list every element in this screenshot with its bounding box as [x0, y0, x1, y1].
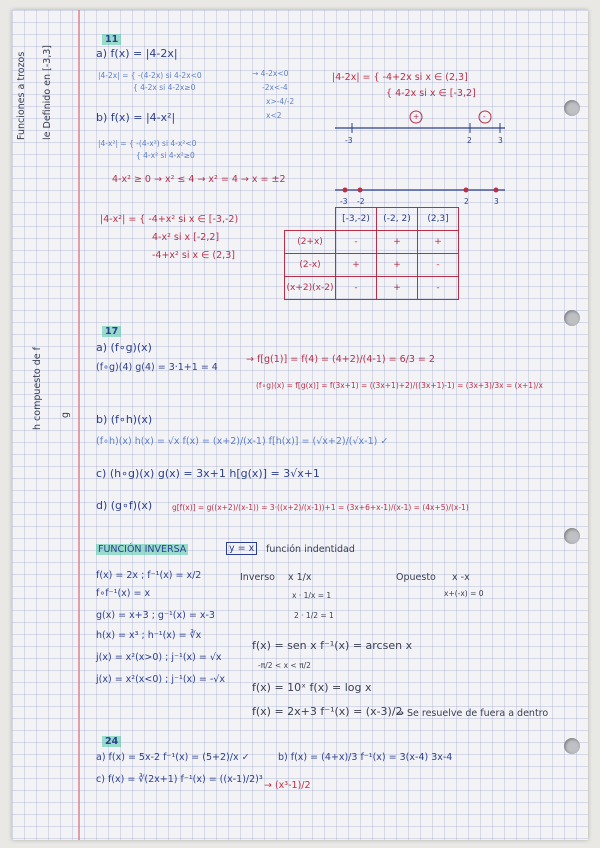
- inverse-example: g(x) = x+3 ; g⁻¹(x) = x-3: [96, 610, 215, 621]
- ex11-a-work: x<2: [266, 111, 282, 120]
- margin-note: g: [60, 411, 71, 418]
- inverso-example: x 1/x: [288, 572, 312, 583]
- margin-note: le Definido en [-3,3]: [42, 44, 53, 140]
- ex17-b-title: b) (f∘h)(x): [96, 413, 153, 426]
- number-line-label: -2: [357, 197, 365, 206]
- ex11-b-def: |4-x²| = { -(4-x²) si 4-x²<0: [98, 139, 197, 148]
- exercise-number: 11: [102, 34, 121, 45]
- identity-label: función indentidad: [266, 544, 355, 555]
- ex17-d-title: d) (g∘f)(x): [96, 499, 153, 512]
- ex17-c-line: c) (h∘g)(x) g(x) = 3x+1 h[g(x)] = 3√x+1: [96, 467, 320, 480]
- inverse-note: → Se resuelve de fuera a dentro: [396, 708, 549, 719]
- ex11-a-work: -2x<-4: [262, 83, 288, 92]
- number-line-label: 3: [498, 136, 503, 145]
- inverse-exp: f(x) = 10ˣ f(x) = log x: [252, 681, 372, 694]
- ex11-a-title: a) f(x) = |4-2x|: [96, 47, 178, 60]
- sign-cell: +: [377, 277, 418, 300]
- sign-table-header: [-3,-2): [336, 208, 377, 231]
- identity-box: y = x: [226, 542, 257, 555]
- margin-note: h compuesto de f: [32, 347, 43, 430]
- binder-hole: [564, 100, 580, 116]
- sign-mark: +: [413, 112, 420, 121]
- sign-table-header: (-2, 2): [377, 208, 418, 231]
- exercise-number: 24: [102, 736, 121, 747]
- sign-cell: +: [336, 254, 377, 277]
- inverso-example: 2 · 1/2 = 1: [294, 611, 334, 620]
- inverse-example: j(x) = x²(x>0) ; j⁻¹(x) = √x: [96, 652, 222, 663]
- margin-note: Funciones a trozos: [16, 51, 27, 140]
- inverse-trig: f(x) = sen x f⁻¹(x) = arcsen x: [252, 639, 413, 652]
- ex17-a-line: → f[g(1)] = f(4) = (4+2)/(4-1) = 6/3 = 2: [246, 354, 435, 365]
- ex24-b: b) f(x) = (4+x)/3 f⁻¹(x) = 3(x-4) 3x-4: [278, 752, 453, 763]
- sign-cell: -: [418, 254, 459, 277]
- ex11-b-work: 4-x² ≥ 0 → x² ≤ 4 → x² = 4 → x = ±2: [112, 174, 286, 185]
- number-line-label: 3: [494, 197, 499, 206]
- inverso-label: Inverso: [240, 572, 275, 583]
- inverse-example: f∘f⁻¹(x) = x: [96, 588, 151, 599]
- sign-cell: -: [336, 231, 377, 254]
- ex11-b-def: { 4-x² si 4-x²≥0: [136, 151, 195, 160]
- ex11-a-def: |4-2x| = { -(4-2x) si 4-2x<0: [98, 71, 202, 80]
- ex17-a-line: (f∘g)(4) g(4) = 3·1+1 = 4: [96, 362, 218, 373]
- sign-cell: +: [418, 231, 459, 254]
- opuesto-example: x -x: [452, 572, 470, 583]
- number-line-label: -3: [340, 197, 348, 206]
- inverse-linear: f(x) = 2x+3 f⁻¹(x) = (x-3)/2: [252, 705, 403, 718]
- sign-table-row-label: (x+2)(x-2): [285, 277, 336, 300]
- sign-table-row-label: (2-x): [285, 254, 336, 277]
- ex11-b-result: |4-x²| = { -4+x² si x ∈ [-3,-2): [100, 214, 239, 225]
- sign-table-header: (2,3]: [418, 208, 459, 231]
- ex24-c: c) f(x) = ∛(2x+1) f⁻¹(x) = ((x-1)/2)³: [96, 774, 263, 785]
- inverse-trig-domain: -π/2 < x < π/2: [258, 661, 311, 670]
- inverse-example: h(x) = x³ ; h⁻¹(x) = ∛x: [96, 630, 202, 641]
- ex11-a-result: |4-2x| = { -4+2x si x ∈ (2,3]: [332, 72, 468, 83]
- ex17-a-title: a) (f∘g)(x): [96, 341, 152, 354]
- ex17-d-line: g[f(x)] = g((x+2)/(x-1)) = 3·((x+2)/(x-1))+1 = (3x+6+x-1)/(x-1) = (4x+5)/(x-1): [172, 503, 469, 512]
- ex11-b-title: b) f(x) = |4-x²|: [96, 111, 176, 124]
- opuesto-example: x+(-x) = 0: [444, 589, 484, 598]
- number-line-label: 2: [467, 136, 472, 145]
- sign-cell: +: [377, 254, 418, 277]
- ex11-a-result: { 4-2x si x ∈ [-3,2]: [386, 88, 476, 99]
- ex11-a-work: → 4-2x<0: [252, 69, 289, 78]
- opuesto-label: Opuesto: [396, 572, 436, 583]
- inverse-example: f(x) = 2x ; f⁻¹(x) = x/2: [96, 570, 202, 581]
- number-line-label: 2: [464, 197, 469, 206]
- exercise-number: 17: [102, 326, 121, 337]
- ex11-b-result: 4-x² si x [-2,2]: [152, 232, 220, 243]
- ex11-b-result: -4+x² si x ∈ (2,3]: [152, 250, 235, 261]
- binder-hole: [564, 738, 580, 754]
- inverse-example: j(x) = x²(x<0) ; j⁻¹(x) = -√x: [96, 674, 225, 685]
- sign-table-row-label: (2+x): [285, 231, 336, 254]
- ex17-b-line: (f∘h)(x) h(x) = √x f(x) = (x+2)/(x-1) f[h(x)] = (√x+2)/(√x-1) ✓: [96, 436, 389, 447]
- sign-cell: +: [377, 231, 418, 254]
- margin-line: [78, 10, 80, 840]
- ex11-a-def: { 4-2x si 4-2x≥0: [133, 83, 196, 92]
- binder-hole: [564, 528, 580, 544]
- ex11-a-work: x>-4/-2: [266, 97, 295, 106]
- ex17-a-line: (f∘g)(x) = f[g(x)] = f(3x+1) = ((3x+1)+2)/((3x+1)-1) = (3x+3)/3x = (x+1)/x: [256, 381, 543, 390]
- sign-cell: -: [418, 277, 459, 300]
- number-line-label: -3: [345, 136, 353, 145]
- binder-hole: [564, 310, 580, 326]
- ex24-c-result: → (x³-1)/2: [264, 780, 311, 791]
- ex24-a: a) f(x) = 5x-2 f⁻¹(x) = (5+2)/x ✓: [96, 752, 250, 763]
- sign-mark: -: [483, 112, 486, 121]
- inverso-example: x · 1/x = 1: [292, 591, 332, 600]
- sign-table: [284, 207, 459, 300]
- notebook-page: [12, 10, 588, 840]
- sign-cell: -: [336, 277, 377, 300]
- section-title: FUNCIÓN INVERSA: [98, 544, 187, 555]
